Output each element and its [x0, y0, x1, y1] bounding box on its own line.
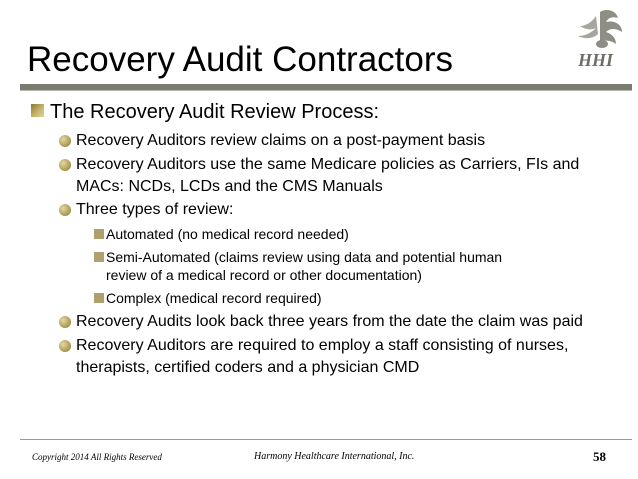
sub-bullet-item: Automated (no medical record needed) [106, 226, 349, 242]
round-bullet-icon [59, 135, 71, 147]
footer-company: Harmony Healthcare International, Inc. [254, 451, 415, 462]
footer-divider [20, 439, 632, 440]
round-bullet-icon [59, 316, 71, 328]
slide-title: Recovery Audit Contractors [27, 40, 454, 79]
small-square-bullet-icon [94, 229, 104, 239]
title-divider-highlight [20, 90, 632, 91]
bullet-item: Recovery Auditors are required to employ a staff consisting of nurses, [76, 337, 569, 354]
round-bullet-icon [59, 159, 71, 171]
sub-bullet-item: Semi-Automated (claims review using data and potential human [106, 249, 503, 265]
sub-bullet-item-continued: review of a medical record or other documentation) [106, 267, 422, 283]
round-bullet-icon [59, 204, 71, 216]
section-heading: The Recovery Audit Review Process: [50, 101, 380, 123]
bullet-item: Three types of review: [76, 201, 234, 218]
hhi-logo [566, 6, 630, 74]
bullet-item: Recovery Audits look back three years from the date the claim was paid [76, 313, 583, 330]
square-bullet-icon [31, 104, 44, 117]
bullet-item-continued: MACs: NCDs, LCDs and the CMS Manuals [76, 178, 383, 195]
page-number: 58 [593, 449, 606, 464]
bullet-item-continued: therapists, certified coders and a physician CMD [76, 359, 420, 376]
small-square-bullet-icon [94, 293, 104, 303]
svg-text:HHI: HHI [578, 50, 614, 70]
footer-copyright: Copyright 2014 All Rights Reserved [32, 452, 162, 462]
round-bullet-icon [59, 340, 71, 352]
sub-bullet-item: Complex (medical record required) [106, 290, 322, 306]
small-square-bullet-icon [94, 252, 104, 262]
bullet-item: Recovery Auditors use the same Medicare policies as Carriers, FIs and [76, 156, 580, 173]
bullet-item: Recovery Auditors review claims on a post-payment basis [76, 132, 486, 149]
